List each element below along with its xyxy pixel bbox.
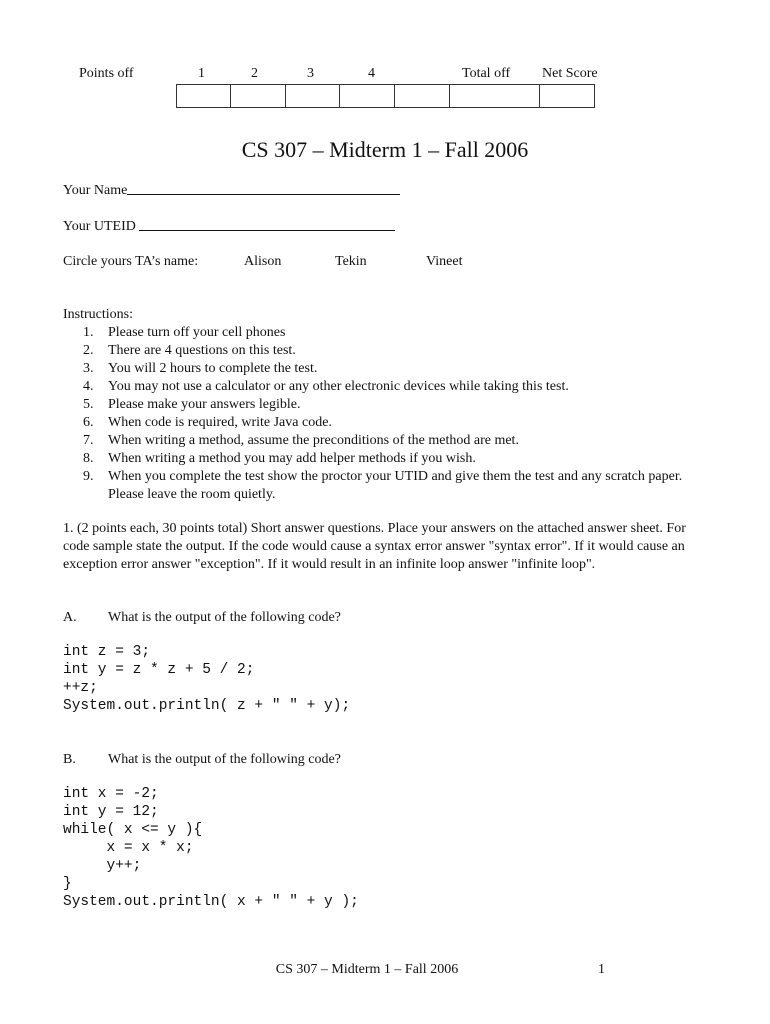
score-col-3: 3	[307, 66, 314, 81]
score-col-total-off: Total off	[462, 66, 511, 81]
ta-name-alison: Alison	[244, 254, 282, 269]
uteid-blank	[139, 216, 395, 231]
exam-title: CS 307 – Midterm 1 – Fall 2006	[241, 137, 529, 162]
instruction-item: 1. Please turn off your cell phones	[83, 325, 286, 340]
uteid-label: Your UTEID	[63, 219, 136, 234]
ta-label: Circle yours TA’s name:	[63, 254, 199, 269]
score-cell	[395, 85, 450, 108]
question-1-intro: 1. (2 points each, 30 points total) Short answer questions. Place your answers on the attached answer sheet. For code sample state the output. If the code would cause a syntax error answer "syntax error". If it would cause an exception error answer "exception". If it would result in an infinite loop answer "infinite loop".	[63, 521, 686, 572]
score-cell	[177, 85, 231, 108]
score-table	[176, 84, 595, 108]
page-number: 1	[598, 962, 605, 977]
points-off-label: Points off	[79, 66, 134, 81]
uteid-field	[63, 216, 395, 236]
name-label: Your Name	[63, 183, 128, 198]
score-col-net-score: Net Score	[542, 66, 598, 81]
instruction-item: 3. You will 2 hours to complete the test.	[83, 361, 318, 376]
part-b-letter: B.	[63, 752, 76, 767]
part-a-prompt: What is the output of the following code?	[108, 610, 341, 625]
instruction-item: 6. When code is required, write Java code.	[83, 415, 332, 430]
instructions-list	[63, 324, 713, 504]
part-b-code: int x = -2; int y = 12; while( x <= y ){ x = x * x; y++; } System.out.println( x + " " + y );	[63, 786, 359, 910]
score-cell	[540, 85, 595, 108]
score-cell	[340, 85, 395, 108]
instruction-item: 8. When writing a method you may add helper methods if you wish.	[83, 451, 476, 466]
ta-name-vineet: Vineet	[426, 254, 463, 269]
instruction-item: 4. You may not use a calculator or any other electronic devices while taking this test.	[83, 379, 569, 394]
score-cell	[286, 85, 340, 108]
score-cell	[231, 85, 286, 108]
instruction-item: 7. When writing a method, assume the preconditions of the method are met.	[83, 433, 519, 448]
instruction-item: 9. When you complete the test show the proctor your UTID and give them the test and any scratch paper. Please leave the room quietly.	[83, 469, 683, 502]
instructions-heading: Instructions:	[63, 307, 133, 322]
ta-name-tekin: Tekin	[335, 254, 367, 269]
score-col-4: 4	[368, 66, 375, 81]
name-field	[63, 180, 400, 200]
part-a-letter: A.	[63, 610, 77, 625]
score-cell	[450, 85, 540, 108]
score-col-1: 1	[198, 66, 205, 81]
score-col-2: 2	[251, 66, 258, 81]
instruction-item: 2. There are 4 questions on this test.	[83, 343, 296, 358]
name-blank	[127, 180, 400, 195]
part-a-code: int z = 3; int y = z * z + 5 / 2; ++z; System.out.println( z + " " + y);	[63, 644, 351, 714]
instruction-item: 5. Please make your answers legible.	[83, 397, 301, 412]
instructions	[63, 306, 713, 504]
footer-title: CS 307 – Midterm 1 – Fall 2006	[275, 962, 459, 977]
part-b-prompt: What is the output of the following code?	[108, 752, 341, 767]
